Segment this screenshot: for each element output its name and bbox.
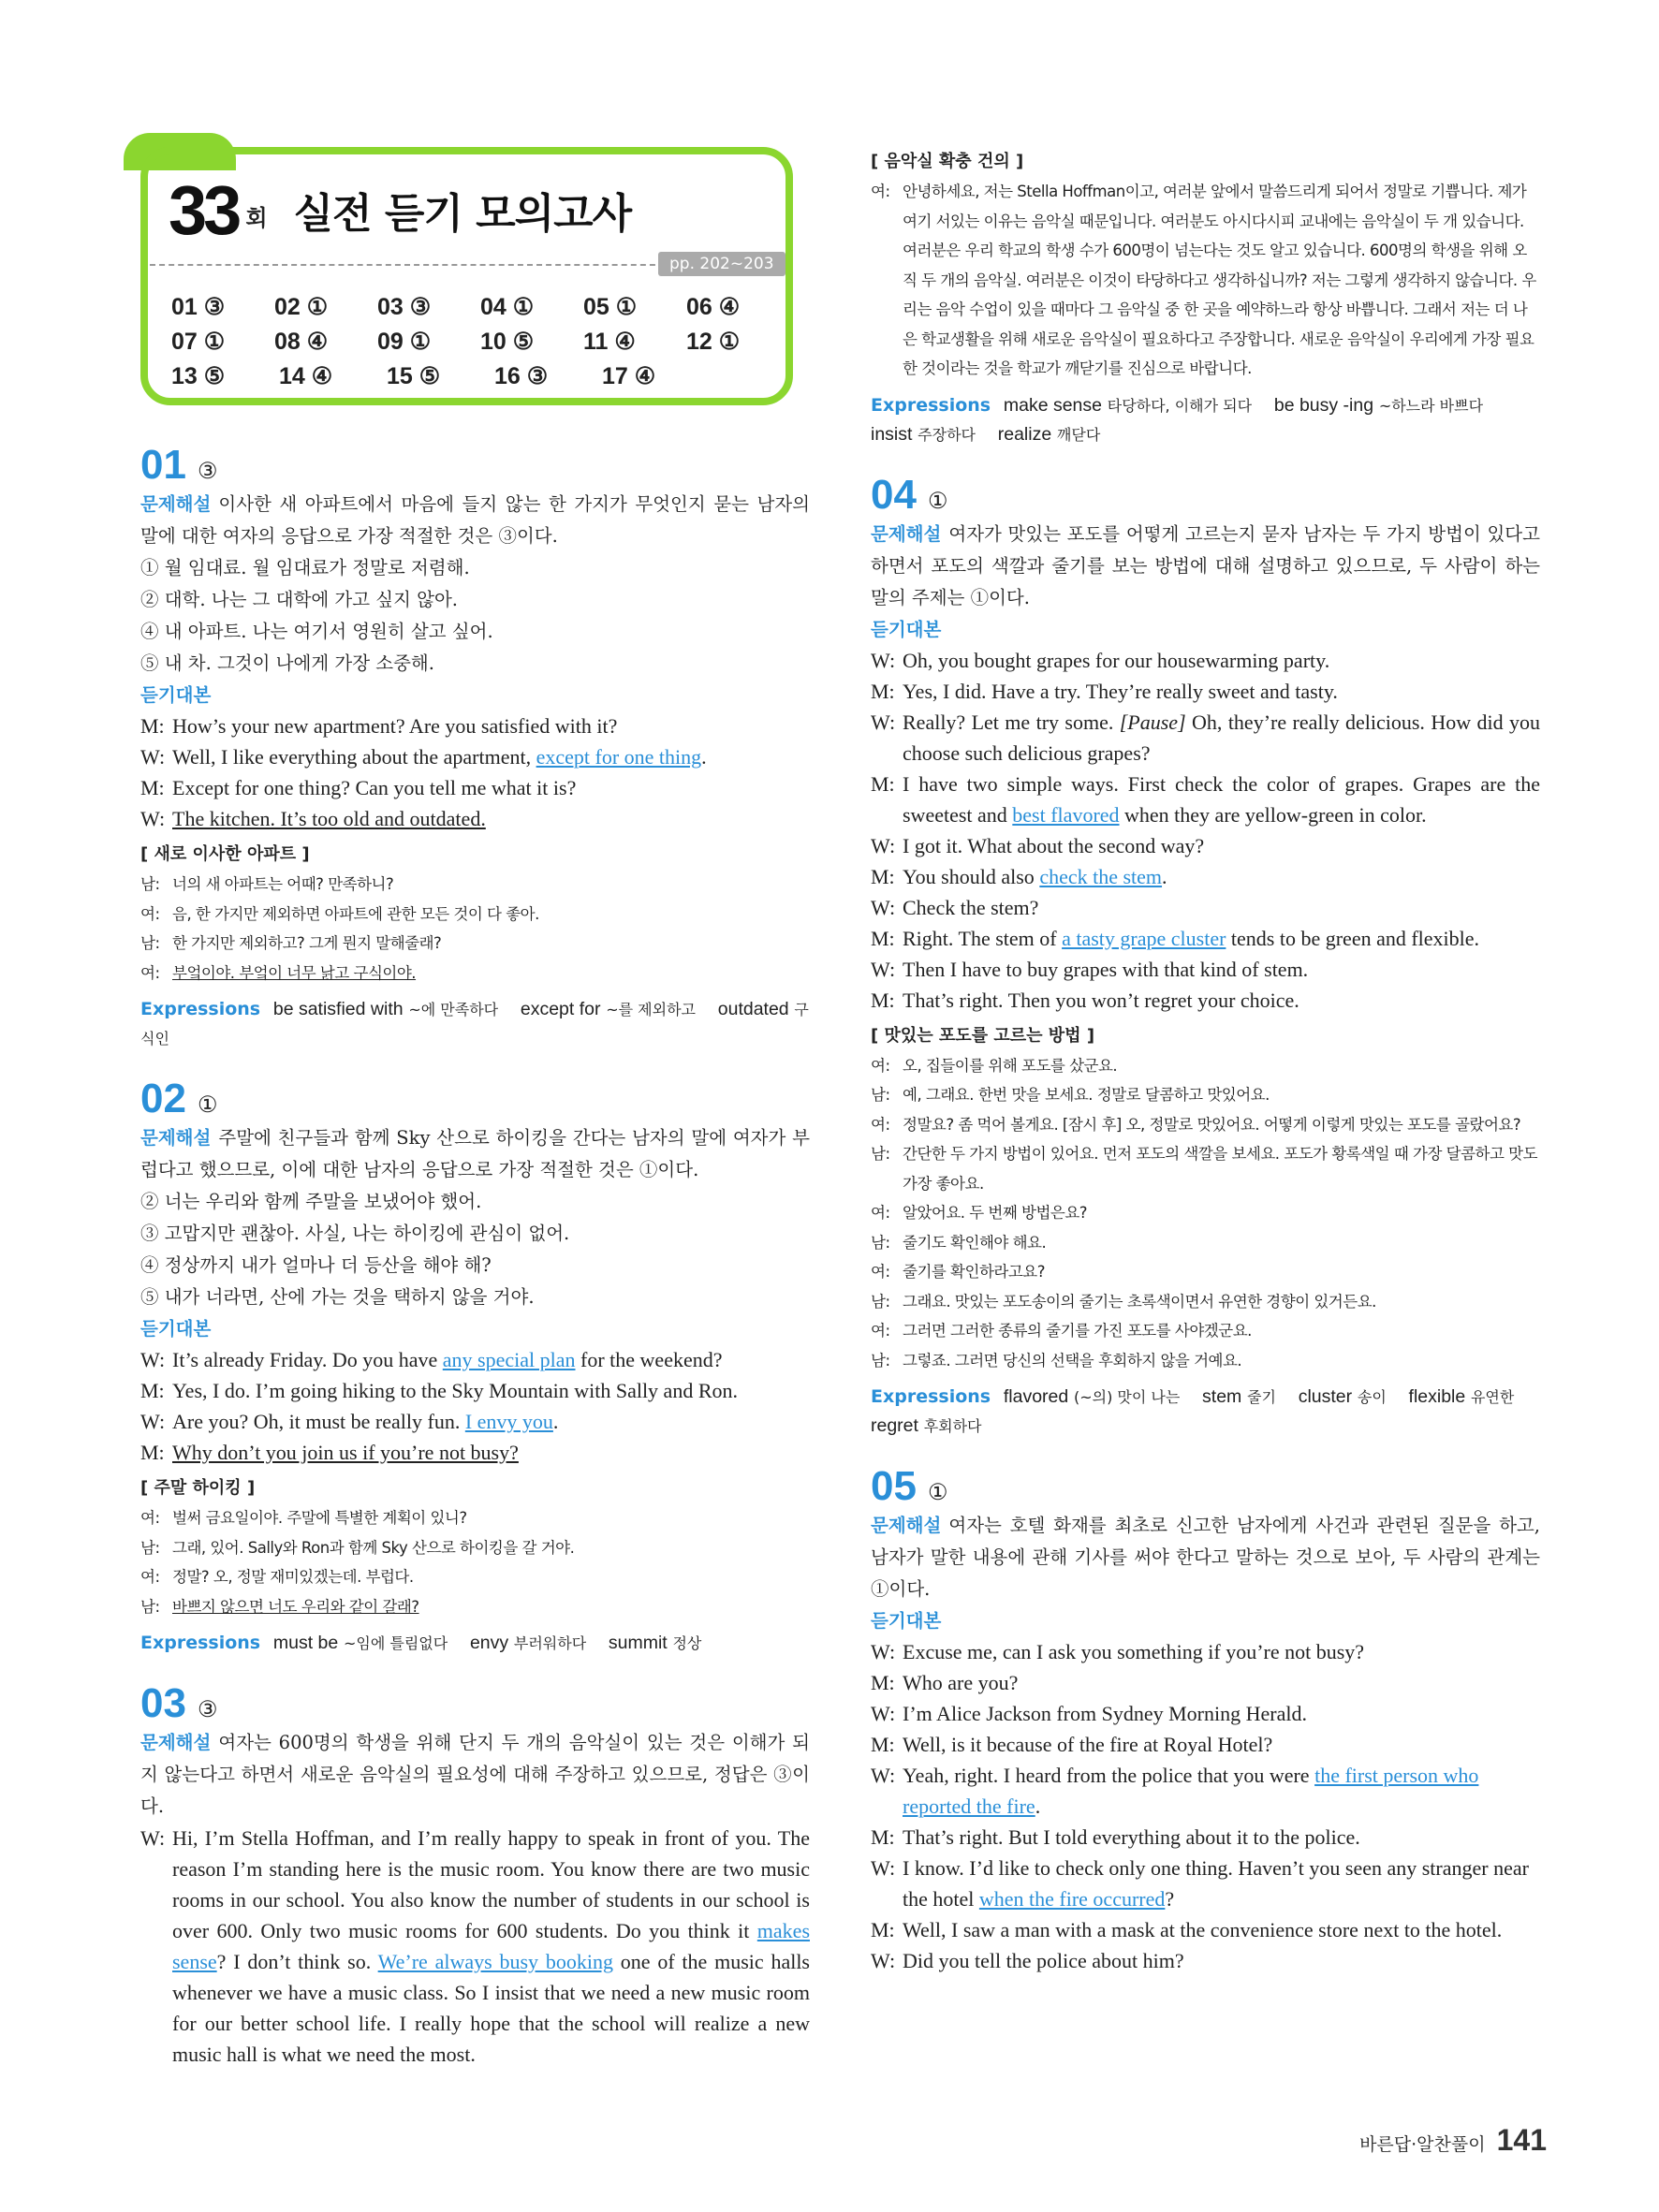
- answer: 04 ①: [480, 294, 535, 320]
- dialogue-line: M: Except for one thing? Can you tell me what it is?: [140, 776, 577, 799]
- dialogue-line: M: Well, is it because of the fire at Royal Hotel?: [871, 1733, 1273, 1756]
- answer: 15 ⑤: [387, 363, 441, 389]
- translation-line: 남: 그래, 있어. Sally와 Ron과 함께 Sky 산으로 하이킹을 갈 거야.: [140, 1538, 575, 1557]
- left-column: [140, 442, 810, 2070]
- explanation: 문제해설 여자는 호텔 화재를 최초로 신고한 남자에게 사건과 관련된 질문을 하고, 남자가 말한 내용에 관해 기사를 써야 한다고 말하는 것으로 보아, 두 사람의 관계는 ①이다.: [871, 1515, 1540, 1600]
- answer: 01 ③: [171, 294, 226, 320]
- dialogue-line: M: Why don’t you join us if you’re not busy?: [140, 1441, 519, 1464]
- answer-row: [171, 293, 789, 328]
- translation-line: 여: 안녕하세요, 저는 Stella Hoffman이고, 여러분 앞에서 말씀드리게 되어서 정말로 기쁩니다. 제가 여기 서있는 이유는 음악실 때문입니다. 여러분도 아시다시피 교내에는 음악실이 두 개 있습니다. 여러분은 우리 학교의 학생 수가 600명이 넘는다는 것도 알고 있습니다. 600명의 학생을 위해 오직 두 개의 음악실. 여러분은 이것이 타당하다고 생각하십니까? 저는 그렇게 생각하지 않습니다. 우리는 음악 수업이 있을 때마다 그 음악실 중 한 곳을 예약하느라 항상 바쁩니다. 그래서 저는 더 나은 학교생활을 위해 새로운 음악실이 필요하다고 주장합니다. 새로운 음악실이 우리에게 가장 필요한 것이라는 것을 학교가 깨닫기를 진심으로 바랍니다.: [871, 183, 1536, 377]
- dialogue-line: M: Right. The stem of a tasty grape cluster tends to be green and flexible.: [871, 926, 1480, 950]
- question-03: [140, 1680, 810, 2070]
- question-05: [871, 1463, 1540, 1976]
- translation-title: [ 음악실 확충 건의 ]: [871, 152, 1024, 171]
- dialogue-line: W: Well, I like everything about the apartment, except for one thing.: [140, 745, 707, 769]
- answer-key: [171, 293, 789, 397]
- translation-line: 여: 줄기를 확인하라고요?: [871, 1263, 1045, 1281]
- translation-line: 여: 정말? 오, 정말 재미있겠는데. 부럽다.: [140, 1568, 414, 1586]
- dialogue-line: M: You should also check the stem.: [871, 864, 1167, 888]
- script-label: 듣기대본: [871, 1610, 942, 1632]
- expressions: Expressions flavored (~의) 맛이 나는 stem 줄기 cluster 송이 flexible 유연한 regret 후회하다: [871, 1386, 1515, 1436]
- question-number: 03 ③: [140, 1680, 218, 1726]
- option: ② 대학. 나는 그 대학에 가고 싶지 않아.: [140, 589, 459, 610]
- monologue: W: Hi, I’m Stella Hoffman, and I’m really happy to speak in front of you. The reason I’m standing here is the music room. You know there are two music rooms in our school. You also know the number of students in our school is over 600. Only two music rooms for 600 students. Do you think it makes sense? I don’t think so. We’re always busy booking one of the music halls whenever we have a music class. So I insist that we need a new music room for our better school life. I really hope that the school will realize a new music hall is what we need the most.: [140, 1826, 810, 2066]
- page-footer: [1359, 2123, 1547, 2158]
- answer: 17 ④: [602, 363, 656, 389]
- test-number: 33: [169, 171, 239, 249]
- answer: 13 ⑤: [171, 363, 226, 389]
- dialogue-line: W: Check the stem?: [871, 895, 1039, 919]
- translation-line: 여: 오, 집들이를 위해 포도를 샀군요.: [871, 1056, 1118, 1075]
- dialogue-line: M: Yes, I do. I’m going hiking to the Sky Mountain with Sally and Ron.: [140, 1379, 738, 1402]
- translation-line: 남: 바쁘지 않으면 너도 우리와 같이 갈래?: [140, 1597, 419, 1616]
- option: ① 월 임대료. 월 임대료가 정말로 저렴해.: [140, 557, 470, 579]
- expressions: Expressions make sense 타당하다, 이해가 되다 be busy -ing ~하느라 바쁘다 insist 주장하다 realize 깨닫다: [871, 394, 1484, 445]
- explanation: 문제해설 여자가 맛있는 포도를 어떻게 고르는지 묻자 남자는 두 가지 방법이 있다고 하면서 포도의 색깔과 줄기를 보는 방법에 대해 설명하고 있으므로, 두 사람이 하는 말의 주제는 ①이다.: [871, 522, 1540, 608]
- option: ④ 정상까지 내가 얼마나 더 등산을 해야 해?: [140, 1254, 492, 1276]
- translation-line: 여: 정말요? 좀 먹어 볼게요. [잠시 후] 오, 정말로 맛있어요. 어떻게 이렇게 맛있는 포도를 골랐어요?: [871, 1115, 1521, 1134]
- dialogue-line: W: I know. I’d like to check only one thing. Haven’t you seen any stranger near the hotel when the fire occurred?: [871, 1856, 1529, 1911]
- answer: 03 ③: [377, 294, 432, 320]
- answer: 10 ⑤: [480, 329, 535, 355]
- script-label: 듣기대본: [140, 684, 212, 706]
- test-title: 실전 듣기 모의고사: [293, 190, 632, 238]
- translation-line: 남: 그래요. 맛있는 포도송이의 줄기는 초록색이면서 유연한 경향이 있거든요.: [871, 1292, 1376, 1311]
- dialogue-line: M: How’s your new apartment? Are you satisfied with it?: [140, 714, 618, 738]
- answer: 14 ④: [279, 363, 333, 389]
- translation-line: 남: 줄기도 확인해야 해요.: [871, 1233, 1047, 1252]
- page-title: [169, 171, 632, 249]
- script-label: 듣기대본: [140, 1318, 212, 1340]
- expressions: Expressions must be ~임에 틀림없다 envy 부러워하다 summit 정상: [140, 1633, 702, 1653]
- answer-row: [171, 328, 789, 362]
- answer: 09 ①: [377, 329, 432, 355]
- option: ③ 고맙지만 괜찮아. 사실, 나는 하이킹에 관심이 없어.: [140, 1223, 570, 1244]
- option: ⑤ 내 차. 그것이 나에게 가장 소중해.: [140, 652, 434, 674]
- dialogue-line: M: That’s right. Then you won’t regret your choice.: [871, 988, 1299, 1012]
- dialogue-line: W: I’m Alice Jackson from Sydney Morning Herald.: [871, 1702, 1307, 1725]
- test-number-suffix: 회: [245, 205, 268, 231]
- answer: 16 ③: [494, 363, 549, 389]
- question-04: [871, 472, 1540, 1442]
- dialogue-line: W: It’s already Friday. Do you have any special plan for the weekend?: [140, 1348, 723, 1371]
- translation-line: 여: 부엌이야. 부엌이 너무 낡고 구식이야.: [140, 963, 417, 982]
- translation-line: 남: 간단한 두 가지 방법이 있어요. 먼저 포도의 색깔을 보세요. 포도가 황록색일 때 가장 달콤하고 맛도 가장 좋아요.: [871, 1145, 1538, 1193]
- question-number: 02 ①: [140, 1076, 218, 1121]
- dialogue-line: W: Are you? Oh, it must be really fun. I envy you.: [140, 1410, 559, 1433]
- translation-title: [ 주말 하이킹 ]: [140, 1478, 256, 1498]
- question-number: 05 ①: [871, 1463, 948, 1509]
- option: ② 너는 우리와 함께 주말을 보냈어야 했어.: [140, 1191, 482, 1212]
- right-column: [871, 147, 1540, 1976]
- dialogue-line: W: Then I have to buy grapes with that kind of stem.: [871, 957, 1309, 981]
- translation-line: 남: 한 가지만 제외하고? 그게 뭔지 말해줄래?: [140, 934, 442, 952]
- answer-row: [171, 362, 789, 397]
- translation-line: 남: 그렇죠. 그러면 당신의 선택을 후회하지 않을 거예요.: [871, 1351, 1242, 1370]
- answer: 05 ①: [583, 294, 638, 320]
- question-number: 01 ③: [140, 442, 218, 488]
- translation-line: 여: 벌써 금요일이야. 주말에 특별한 계획이 있니?: [140, 1509, 467, 1527]
- answer: 02 ①: [274, 294, 329, 320]
- dialogue-line: W: Did you tell the police about him?: [871, 1949, 1184, 1972]
- dialogue-line: M: Who are you?: [871, 1671, 1019, 1694]
- dialogue-line: W: Yeah, right. I heard from the police that you were the first person who reported the fire.: [871, 1764, 1479, 1818]
- explanation: 문제해설 주말에 친구들과 함께 Sky 산으로 하이킹을 간다는 남자의 말에 여자가 부럽다고 했으므로, 이에 대한 남자의 응답으로 가장 적절한 것은 ①이다.: [140, 1127, 810, 1180]
- expressions: Expressions be satisfied with ~에 만족하다 except for ~를 제외하고 outdated 구식인: [140, 999, 809, 1047]
- option: ④ 내 아파트. 나는 여기서 영원히 살고 싶어.: [140, 621, 493, 642]
- answer: 08 ④: [274, 329, 329, 355]
- translation-line: 남: 예, 그래요. 한번 맛을 보세요. 정말로 달콤하고 맛있어요.: [871, 1086, 1270, 1104]
- option: ⑤ 내가 너라면, 산에 가는 것을 택하지 않을 거야.: [140, 1286, 535, 1308]
- dialogue-line: M: Well, I saw a man with a mask at the convenience store next to the hotel.: [871, 1918, 1503, 1941]
- question-03-translation: [871, 147, 1540, 449]
- answer: 06 ④: [686, 294, 741, 320]
- dialogue-line: W: Really? Let me try some. [Pause] Oh, they’re really delicious. How did you choose such delicious grapes?: [871, 710, 1540, 765]
- page-range-badge: pp. 202~203: [658, 252, 785, 276]
- page-number: 141: [1496, 2123, 1547, 2157]
- dialogue-line: M: That’s right. But I told everything about it to the police.: [871, 1825, 1360, 1849]
- translation-line: 여: 그러면 그러한 종류의 줄기를 가진 포도를 사야겠군요.: [871, 1322, 1252, 1340]
- dialogue-line: M: Yes, I did. Have a try. They’re really sweet and tasty.: [871, 679, 1338, 703]
- translation-line: 여: 음, 한 가지만 제외하면 아파트에 관한 모든 것이 다 좋아.: [140, 904, 539, 923]
- answer: 07 ①: [171, 329, 226, 355]
- translation-line: 남: 너의 새 아파트는 어때? 만족하니?: [140, 875, 394, 893]
- dialogue-line: W: Oh, you bought grapes for our housewarming party.: [871, 648, 1330, 672]
- explanation: 문제해설 여자는 600명의 학생을 위해 단지 두 개의 음악실이 있는 것은 이해가 되지 않는다고 하면서 새로운 음악실의 필요성에 대해 주장하고 있으므로, 정답은 ③이다.: [140, 1732, 810, 1817]
- translation-line: 여: 알았어요. 두 번째 방법은요?: [871, 1204, 1088, 1222]
- dialogue-line: W: The kitchen. It’s too old and outdated.: [140, 807, 486, 830]
- dialogue-line: W: I got it. What about the second way?: [871, 833, 1205, 857]
- translation-title: [ 새로 이사한 아파트 ]: [140, 844, 310, 864]
- script-label: 듣기대본: [871, 618, 942, 640]
- header-divider: [150, 264, 665, 266]
- answer: 11 ④: [583, 329, 636, 355]
- question-01: [140, 442, 810, 1053]
- translation-title: [ 맛있는 포도를 고르는 방법 ]: [871, 1025, 1095, 1046]
- explanation: 문제해설 이사한 새 아파트에서 마음에 들지 않는 한 가지가 무엇인지 묻는 남자의 말에 대한 여자의 응답으로 가장 적절한 것은 ③이다.: [140, 493, 810, 547]
- dialogue-line: M: I have two simple ways. First check the color of grapes. Grapes are the sweetest and best flavored when they are yellow-green in color.: [871, 771, 1540, 827]
- answer: 12 ①: [686, 329, 741, 355]
- dialogue-line: W: Excuse me, can I ask you something if you’re not busy?: [871, 1640, 1365, 1663]
- footer-text: 바른답·알찬풀이: [1359, 2134, 1486, 2155]
- question-number: 04 ①: [871, 471, 948, 518]
- question-02: [140, 1076, 810, 1658]
